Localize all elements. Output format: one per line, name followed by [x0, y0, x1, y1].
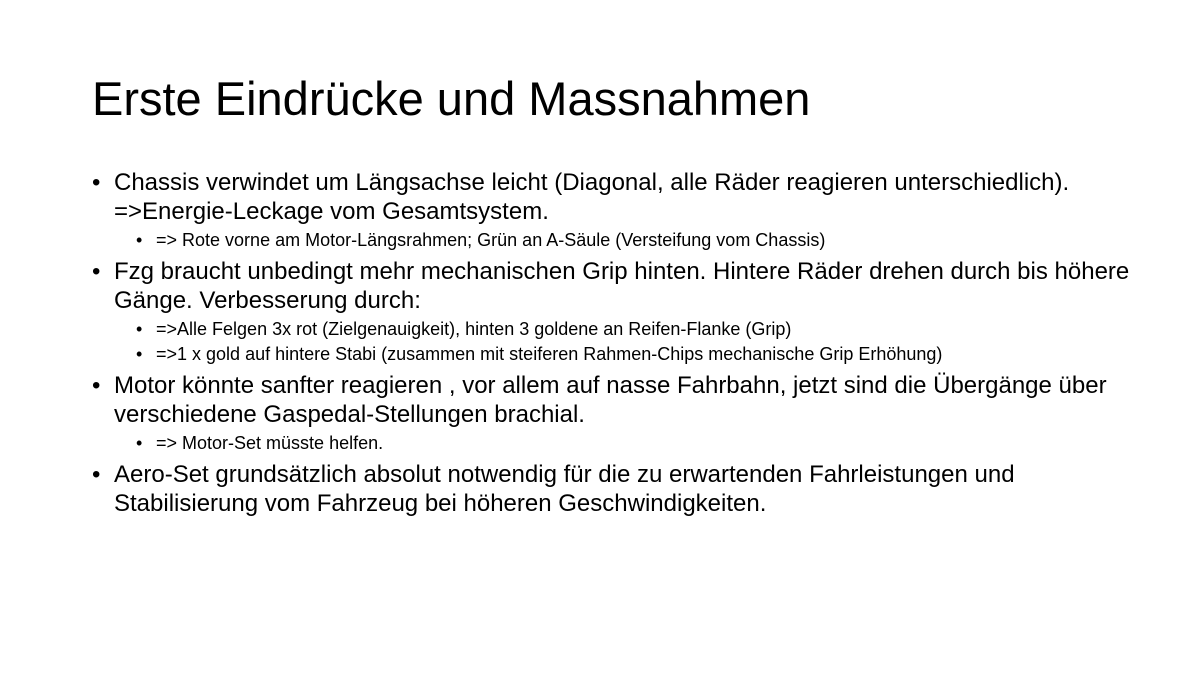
sub-bullet-text: => Rote vorne am Motor-Längsrahmen; Grün an A-Säule (Versteifung vom Chassis): [156, 230, 826, 250]
sub-bullet-text: => Motor-Set müsste helfen.: [156, 433, 384, 453]
bullet-item: [92, 257, 1132, 365]
sub-bullet-dot: •: [136, 344, 143, 364]
bullet-text: Fzg braucht unbedingt mehr mechanischen Grip hinten. Hintere Räder drehen durch bis höhere Gänge. Verbesserung durch:: [114, 258, 1130, 314]
bullet-item: [92, 371, 1132, 454]
slide-content: [92, 168, 1132, 524]
bullet-list: [92, 168, 1132, 518]
sub-bullet-item: [114, 432, 1132, 454]
sub-bullet-item: [114, 229, 1132, 251]
sub-bullet-text: =>Alle Felgen 3x rot (Zielgenauigkeit), hinten 3 goldene an Reifen-Flanke (Grip): [156, 319, 792, 339]
bullet-text: Chassis verwindet um Längsachse leicht (Diagonal, alle Räder reagieren unterschiedlich). =>Energie-Leckage vom Gesamtsystem.: [114, 169, 1070, 225]
bullet-dot: •: [92, 372, 101, 399]
sub-bullet-dot: •: [136, 230, 143, 250]
sub-bullet-dot: •: [136, 433, 143, 453]
bullet-dot: •: [92, 258, 101, 285]
sub-bullet-list: [114, 318, 1132, 365]
slide-title: Erste Eindrücke und Massnahmen: [92, 72, 811, 125]
sub-bullet-text: =>1 x gold auf hintere Stabi (zusammen mit steiferen Rahmen-Chips mechanische Grip Erhöhung): [156, 344, 943, 364]
sub-bullet-item: [114, 318, 1132, 340]
bullet-dot: •: [92, 461, 101, 488]
bullet-item: [92, 460, 1132, 518]
sub-bullet-list: [114, 432, 1132, 454]
sub-bullet-item: [114, 343, 1132, 365]
sub-bullet-list: [114, 229, 1132, 251]
sub-bullet-dot: •: [136, 319, 143, 339]
bullet-dot: •: [92, 169, 101, 196]
bullet-text: Aero-Set grundsätzlich absolut notwendig für die zu erwartenden Fahrleistungen und Stabilisierung vom Fahrzeug bei höheren Geschwindigkeiten.: [114, 461, 1015, 517]
bullet-item: [92, 168, 1132, 251]
bullet-text: Motor könnte sanfter reagieren , vor allem auf nasse Fahrbahn, jetzt sind die Übergänge über verschiedene Gaspedal-Stellungen brachial.: [114, 372, 1107, 428]
